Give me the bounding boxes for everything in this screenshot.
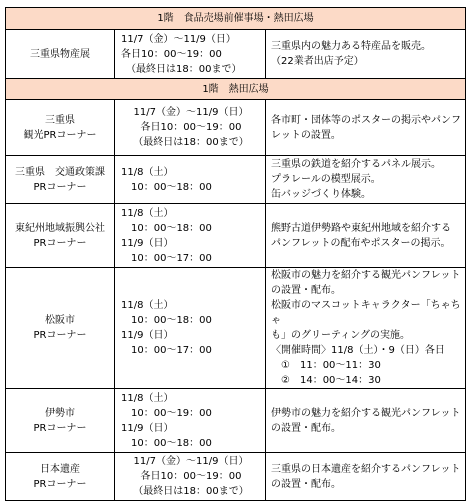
booth-description: 松阪市の魅力を紹介する観光パンフレット の設置・配布。 松阪市のマスコットキャラクター「ちゃちゃ も」のグリーティングの実施。 〈開催時間〉11/8（土）・9（日）各日 ① 11：00～11：30 ② 14：00～14：30 (266, 268, 466, 389)
booth-dates: 11/8（土） 10：00～19：00 11/9（日） 10：00～18：00 (115, 389, 266, 453)
booth-name: 日本遺産 PRコーナー (6, 453, 115, 501)
event-table (5, 7, 466, 501)
booth-description: 三重県の日本遺産を紹介するパンフレット の設置・配布。 (266, 453, 466, 501)
booth-dates: 11/8（土） 10：00～18：00 (115, 156, 266, 204)
booth-description: 三重県内の魅力ある特産品を販売。 （22業者出店予定） (266, 30, 466, 79)
booth-name: 松阪市 PRコーナー (6, 268, 115, 389)
booth-description: 各市町・団体等のポスターの掲示やパンフ レットの設置。 (266, 100, 466, 156)
booth-name: 伊勢市 PRコーナー (6, 389, 115, 453)
booth-dates: 11/8（土） 10：00～18：00 11/9（日） 10：00～17：00 (115, 268, 266, 389)
booth-name: 三重県物産展 (6, 30, 115, 79)
booth-dates: 11/7（金）～11/9（日） 各日10：00～19：00 （最終日は18：00まで） (115, 453, 266, 501)
booth-name: 東紀州地域振興公社 PRコーナー (6, 204, 115, 268)
section-header: 1階 熱田広場 (6, 79, 466, 100)
booth-description: 三重県の鉄道を紹介するパネル展示。 プラレールの模型展示。 缶バッジづくり体験。 (266, 156, 466, 204)
booth-dates: 11/7（金）～11/9（日） 各日10：00～19：00 （最終日は18：00まで） (115, 100, 266, 156)
booth-description: 熊野古道伊勢路や東紀州地域を紹介する パンフレットの配布やポスターの掲示。 (266, 204, 466, 268)
booth-dates: 11/8（土） 10：00～18：00 11/9（日） 10：00～17：00 (115, 204, 266, 268)
section-header: 1階 食品売場前催事場・熱田広場 (6, 8, 466, 30)
booth-dates: 11/7（金）～11/9（日） 各日10：00～19：00 （最終日は18：00まで） (115, 30, 266, 79)
booth-name: 三重県 交通政策課 PRコーナー (6, 156, 115, 204)
booth-name: 三重県 観光PRコーナー (6, 100, 115, 156)
booth-description: 伊勢市の魅力を紹介する観光パンフレット の設置・配布。 (266, 389, 466, 453)
